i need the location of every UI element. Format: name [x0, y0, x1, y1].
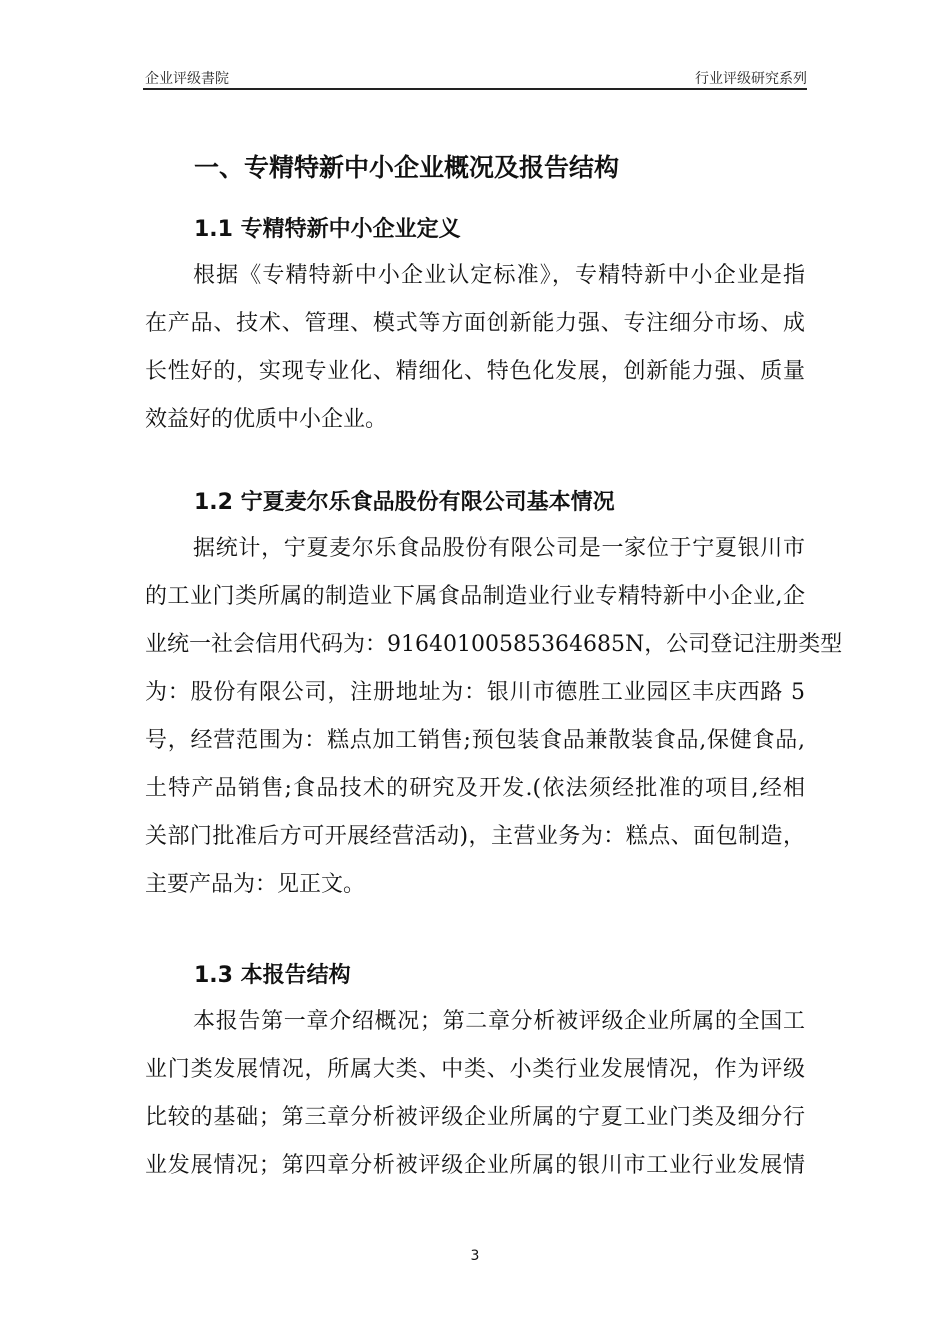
paragraph-line: 在产品、技术、管理、模式等方面创新能力强、专注细分市场、成 — [145, 311, 805, 336]
chapter-title: 一、专精特新中小企业概况及报告结构 — [194, 153, 620, 182]
paragraph-line: 的工业门类所属的制造业下属食品制造业行业专精特新中小企业,企 — [145, 584, 805, 609]
paragraph-line: 长性好的，实现专业化、精细化、特色化发展，创新能力强、质量 — [145, 359, 805, 384]
header-right: 行业评级研究系列 — [695, 71, 807, 87]
paragraph-line: 比较的基础；第三章分析被评级企业所属的宁夏工业门类及细分行 — [145, 1105, 805, 1130]
paragraph-line: 土特产品销售;食品技术的研究及开发.(依法须经批准的项目,经相 — [145, 776, 805, 801]
paragraph-line: 主要产品为：见正文。 — [145, 872, 366, 897]
paragraph-line: 效益好的优质中小企业。 — [145, 407, 388, 432]
paragraph-line: 本报告第一章介绍概况；第二章分析被评级企业所属的全国工 — [193, 1009, 805, 1034]
paragraph-line: 号，经营范围为：糕点加工销售;预包装食品兼散装食品,保健食品, — [145, 728, 805, 753]
paragraph-line: 业统一社会信用代码为：91640100585364685N，公司登记注册类型 — [145, 632, 843, 657]
header-rule — [143, 88, 807, 90]
paragraph-line: 业门类发展情况，所属大类、中类、小类行业发展情况，作为评级 — [145, 1057, 805, 1082]
section-heading: 1.2 宁夏麦尔乐食品股份有限公司基本情况 — [194, 490, 615, 515]
paragraph-line: 业发展情况；第四章分析被评级企业所属的银川市工业行业发展情 — [145, 1153, 805, 1178]
section-heading: 1.1 专精特新中小企业定义 — [194, 217, 461, 242]
page-number: 3 — [470, 1248, 480, 1264]
paragraph-line: 根据《专精特新中小企业认定标准》，专精特新中小企业是指 — [193, 263, 805, 288]
paragraph-line: 据统计，宁夏麦尔乐食品股份有限公司是一家位于宁夏银川市 — [193, 536, 805, 561]
paragraph-line: 为：股份有限公司，注册地址为：银川市德胜工业园区丰庆西路 5 — [145, 680, 805, 705]
paragraph-line: 关部门批准后方可开展经营活动)，主营业务为：糕点、面包制造， — [145, 824, 805, 849]
section-heading: 1.3 本报告结构 — [194, 963, 351, 988]
header-left: 企业评级書院 — [145, 71, 229, 87]
